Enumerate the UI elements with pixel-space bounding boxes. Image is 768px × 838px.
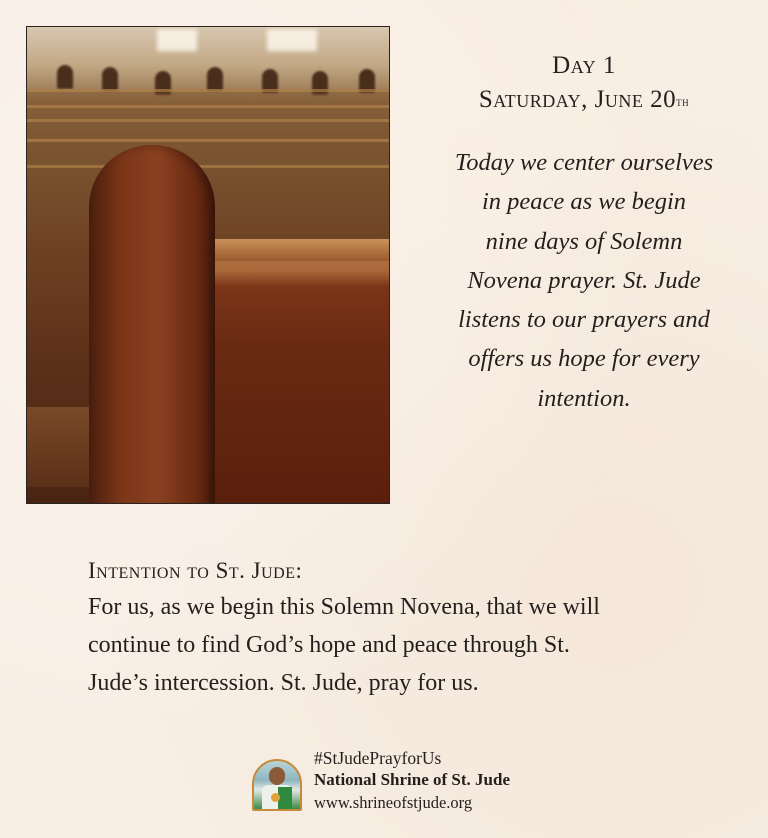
date-title (400, 84, 768, 116)
reflection-line: intention. (537, 384, 631, 412)
reflection-line: offers us hope for every (468, 345, 700, 373)
intention-line: For us, as we begin this Solemn Novena, that we will (88, 594, 600, 620)
pew-row (27, 119, 389, 138)
window-light (157, 29, 197, 51)
reflection-line: Today we center ourselves (454, 149, 714, 176)
pew-row (27, 105, 389, 120)
intention-line: continue to find God’s hope and peace through St. (88, 632, 570, 658)
website-link[interactable]: www.shrineofstjude.org (314, 793, 473, 812)
pew-head (102, 67, 118, 91)
reflection-line: listens to our prayers and (458, 306, 710, 334)
reflection-line: Novena prayer. St. Jude (467, 266, 701, 294)
pew-head (57, 65, 73, 89)
intention-heading: Intention to St. Jude: (88, 558, 303, 583)
pew-back (215, 239, 389, 503)
organization-name: National Shrine of St. Jude (314, 770, 510, 789)
reflection-line: in peace as we begin (481, 188, 687, 216)
pew-row (27, 139, 389, 162)
pew-row (27, 89, 389, 106)
reflection-text (400, 143, 768, 418)
date-suffix: th (676, 94, 690, 109)
face-shape (269, 767, 285, 785)
pew-head (207, 67, 223, 91)
pew-rail (215, 239, 389, 261)
pew-end-post (89, 145, 215, 504)
sash-shape (278, 787, 292, 811)
pew-seat (27, 407, 89, 487)
hashtag: #StJudePrayforUs (314, 748, 442, 768)
st-jude-portrait-icon (252, 759, 302, 811)
day-title: Day 1 (552, 52, 616, 79)
church-pew-photo (26, 26, 390, 504)
date-text: Saturday, June 20 (478, 86, 677, 113)
medal-shape (271, 793, 280, 802)
intention-body (88, 588, 728, 702)
window-light (267, 29, 317, 51)
reflection-line: nine days of Solemn (485, 227, 683, 255)
intention-line: Jude’s intercession. St. Jude, pray for us. (88, 670, 479, 696)
